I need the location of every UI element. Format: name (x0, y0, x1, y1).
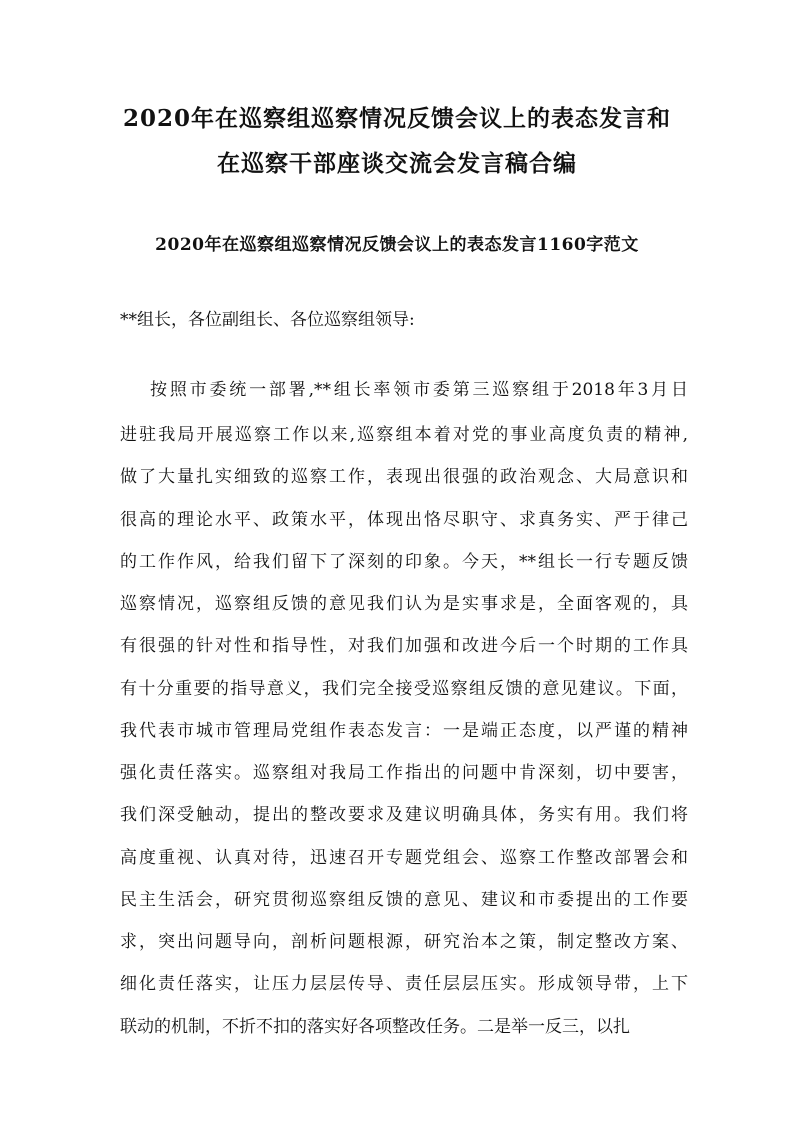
body-line: 的工作作风，给我们留下了深刻的印象。今天，**组长一行专题反馈 (120, 552, 688, 572)
salutation: **组长，各位副组长、各位巡察组领导: (120, 310, 415, 330)
body-line: 做了大量扎实细致的巡察工作，表现出很强的政治观念、大局意识和 (120, 467, 688, 487)
body-line: 高度重视、认真对待，迅速召开专题党组会、巡察工作整改部署会和 (120, 848, 688, 868)
document-title-line-2: 在巡察干部座谈交流会发言稿合编 (217, 150, 577, 177)
body-line: 进驻我局开展巡察工作以来,巡察组本着对党的事业高度负责的精神, (120, 425, 688, 445)
body-line: 强化责任落实。巡察组对我局工作指出的问题中肯深刻，切中要害， (120, 763, 688, 783)
document-title-line-1: 2020年在巡察组巡察情况反馈会议上的表态发言和 (122, 105, 671, 132)
body-line: 有很强的针对性和指导性，对我们加强和改进今后一个时期的工作具 (120, 636, 688, 656)
body-line: 巡察情况，巡察组反馈的意见我们认为是实事求是，全面客观的，具 (120, 594, 688, 614)
body-line: 有十分重要的指导意义，我们完全接受巡察组反馈的意见建议。下面， (120, 679, 688, 699)
body-line: 联动的机制，不折不扣的落实好各项整改任务。二是举一反三，以扎 (120, 1017, 630, 1037)
body-line: 很高的理论水平、政策水平，体现出恪尽职守、求真务实、严于律己 (120, 510, 688, 530)
body-line: 我代表市城市管理局党组作表态发言：一是端正态度，以严谨的精神 (120, 721, 688, 741)
body-line: 细化责任落实，让压力层层传导、责任层层压实。形成领导带，上下 (120, 974, 688, 994)
body-line: 民主生活会，研究贯彻巡察组反馈的意见、建议和市委提出的工作要 (120, 890, 688, 910)
body-line: 我们深受触动，提出的整改要求及建议明确具体，务实有用。我们将 (120, 805, 688, 825)
body-line: 按照市委统一部署,**组长率领市委第三巡察组于2018年3月日 (150, 380, 688, 400)
section-subtitle: 2020年在巡察组巡察情况反馈会议上的表态发言1160字范文 (155, 235, 639, 255)
body-line: 求，突出问题导向，剖析问题根源，研究治本之策，制定整改方案、 (120, 932, 688, 952)
